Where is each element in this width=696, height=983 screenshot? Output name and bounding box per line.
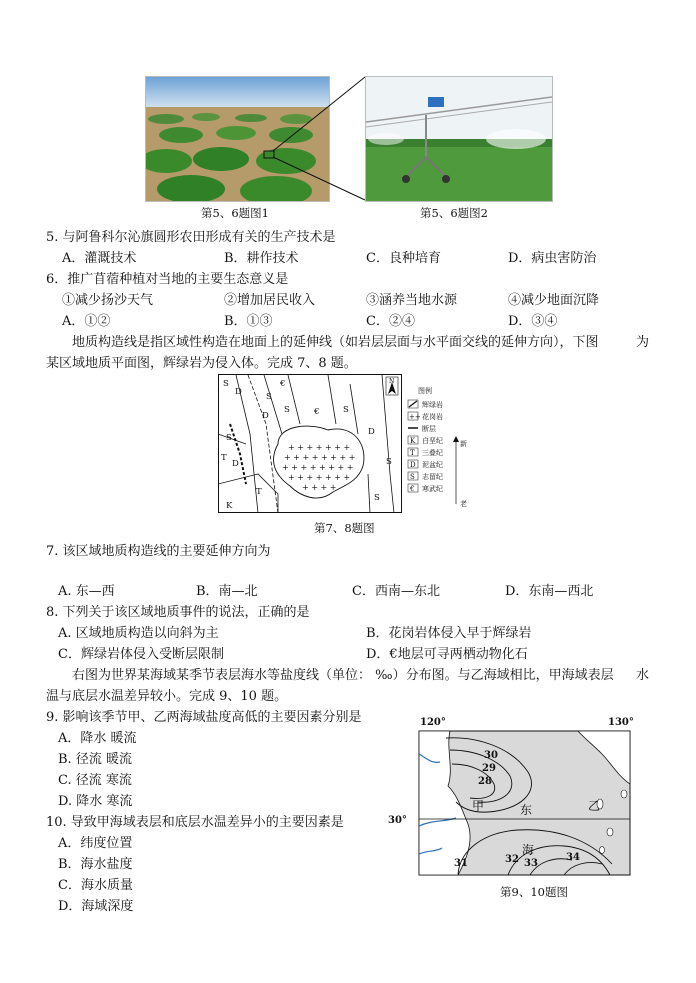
svg-text:K: K — [410, 437, 416, 445]
intro78-line1-tail: 为 — [636, 335, 650, 350]
svg-text:29: 29 — [482, 763, 496, 774]
svg-text:S: S — [266, 392, 272, 402]
q9-option-c[interactable]: C. 径流 寒流 — [58, 773, 132, 788]
q8-option-b[interactable]: B．花岗岩体侵入早于辉绿岩 — [366, 626, 532, 641]
svg-text:D: D — [262, 411, 269, 421]
svg-text:S: S — [386, 457, 392, 467]
zoom-connector-lines — [0, 0, 696, 260]
q5-option-c[interactable]: C．良种培育 — [366, 251, 441, 266]
q6-option-b[interactable]: B．①③ — [224, 314, 273, 329]
svg-text:30°: 30° — [388, 815, 407, 826]
q7-stem: 7. 该区域地质构造线的主要延伸方向为 — [46, 544, 271, 559]
svg-text:断层: 断层 — [422, 425, 436, 433]
svg-text:+ + + + + + + +: + + + + + + + + — [284, 453, 356, 462]
svg-text:T: T — [256, 487, 262, 497]
svg-text:海: 海 — [522, 843, 535, 857]
sea-salinity-map — [388, 714, 650, 880]
svg-text:32: 32 — [505, 854, 519, 865]
svg-text:120°: 120° — [420, 717, 446, 728]
q8-option-d[interactable]: D．€地层可寻两栖动物化石 — [366, 647, 528, 662]
svg-text:S: S — [226, 433, 232, 443]
svg-text:图例: 图例 — [418, 387, 432, 395]
intro910-line2: 温与底层水温差异较小。完成 9、10 题。 — [46, 689, 288, 704]
svg-text:D: D — [232, 459, 239, 469]
q10-option-c[interactable]: C．海水质量 — [58, 878, 133, 893]
center-pivot-irrigation-photo — [365, 76, 553, 202]
q6-item-4: ④减少地面沉降 — [508, 293, 600, 308]
svg-text:€: € — [314, 407, 320, 417]
q6-item-3: ③涵养当地水源 — [366, 293, 458, 308]
svg-text:S: S — [284, 405, 290, 415]
svg-text:乙: 乙 — [588, 799, 601, 813]
svg-text:D: D — [235, 387, 242, 397]
intro910-line1-tail: 水 — [636, 668, 650, 683]
q5-option-a[interactable]: A．灌溉技术 — [62, 251, 137, 266]
q10-option-a[interactable]: A．纬度位置 — [58, 836, 133, 851]
svg-text:S: S — [410, 473, 415, 481]
svg-text:三叠纪: 三叠纪 — [422, 449, 443, 457]
svg-text:S: S — [223, 379, 229, 389]
svg-text:34: 34 — [566, 852, 580, 863]
svg-text:31: 31 — [454, 858, 468, 869]
q9-option-a[interactable]: A．降水 暖流 — [58, 731, 137, 746]
q10-option-d[interactable]: D．海域深度 — [58, 899, 134, 914]
svg-text:130°: 130° — [608, 717, 634, 728]
svg-text:+ + + +: + + + + — [302, 483, 337, 492]
svg-text:S: S — [343, 405, 349, 415]
svg-text:S: S — [374, 493, 380, 503]
svg-text:白垩纪: 白垩纪 — [422, 437, 443, 445]
north-arrow-icon — [386, 377, 398, 395]
q6-option-c[interactable]: C．②④ — [366, 314, 415, 329]
q8-stem: 8. 下列关于该区域地质事件的说法，正确的是 — [46, 605, 310, 620]
q6-option-a[interactable]: A．①② — [62, 314, 111, 329]
q6-item-2: ②增加居民收入 — [224, 293, 316, 308]
svg-text:甲: 甲 — [472, 799, 485, 813]
svg-text:30: 30 — [484, 750, 498, 761]
intro78-line2: 某区域地质平面图，辉绿岩为侵入体。完成 7、8 题。 — [46, 356, 357, 371]
q6-item-1: ①减少扬沙天气 — [62, 293, 154, 308]
svg-text:D: D — [410, 461, 416, 469]
q5-option-d[interactable]: D．病虫害防治 — [508, 251, 597, 266]
svg-text:++: ++ — [409, 413, 421, 421]
geo-caption: 第7、8题图 — [314, 521, 375, 535]
svg-text:T: T — [410, 449, 415, 457]
svg-text:+ + + + + + + +: + + + + + + + + — [282, 463, 354, 472]
svg-text:N: N — [389, 378, 395, 385]
q9-option-d[interactable]: D. 降水 寒流 — [58, 794, 133, 809]
svg-text:K: K — [226, 501, 233, 511]
svg-text:东: 东 — [520, 803, 533, 817]
q10-stem: 10. 导致甲海域表层和底层水温差异小的主要因素是 — [46, 815, 344, 830]
fig1-caption: 第5、6题图1 — [201, 206, 269, 220]
svg-text:D: D — [368, 427, 375, 437]
geo-legend — [408, 386, 467, 508]
svg-text:寒武纪: 寒武纪 — [422, 485, 443, 493]
q7-option-c[interactable]: C．西南—东北 — [352, 584, 440, 599]
intro910-line1: 右图为世界某海域某季节表层海水等盐度线（单位： ‰）分布图。与乙海域相比，甲海域表层 — [72, 668, 614, 683]
svg-text:泥盆纪: 泥盆纪 — [422, 461, 443, 469]
q5-option-b[interactable]: B．耕作技术 — [224, 251, 299, 266]
q5-stem: 5. 与阿鲁科尔沁旗圆形农田形成有关的生产技术是 — [46, 230, 336, 245]
svg-text:老: 老 — [460, 500, 467, 508]
svg-text:新: 新 — [460, 440, 467, 448]
fig2-caption: 第5、6题图2 — [420, 206, 488, 220]
svg-text:花岗岩: 花岗岩 — [422, 413, 443, 421]
svg-text:€: € — [410, 485, 415, 493]
q6-stem: 6．推广苜蓿种植对当地的主要生态意义是 — [46, 272, 289, 287]
q9-stem: 9. 影响该季节甲、乙两海域盐度高低的主要因素分别是 — [46, 710, 362, 725]
svg-text:志留纪: 志留纪 — [422, 473, 443, 481]
q6-option-d[interactable]: D．③④ — [508, 314, 558, 329]
q8-option-c[interactable]: C．辉绿岩体侵入受断层限制 — [58, 647, 224, 662]
map-caption: 第9、10题图 — [500, 885, 568, 899]
intro78-line1: 地质构造线是指区域性构造在地面上的延伸线（如岩层层面与水平面交线的延伸方向），下图 — [72, 335, 599, 350]
svg-text:28: 28 — [478, 776, 492, 787]
q7-option-d[interactable]: D．东南—西北 — [505, 584, 594, 599]
svg-text:辉绿岩: 辉绿岩 — [422, 401, 443, 409]
q7-option-b[interactable]: B．南—北 — [196, 584, 258, 599]
svg-text:+ + + + + + +: + + + + + + + — [288, 443, 351, 452]
svg-text:T: T — [221, 453, 227, 463]
svg-text:+ + + + + + +: + + + + + + + — [288, 473, 351, 482]
geological-plan-map — [218, 374, 476, 514]
q8-option-a[interactable]: A. 区域地质构造以向斜为主 — [58, 626, 219, 641]
q9-option-b[interactable]: B. 径流 暖流 — [58, 752, 132, 767]
q7-option-a[interactable]: A. 东—西 — [58, 584, 115, 599]
svg-text:33: 33 — [524, 858, 538, 869]
svg-text:€: € — [280, 379, 286, 389]
q10-option-b[interactable]: B．海水盐度 — [58, 857, 133, 872]
